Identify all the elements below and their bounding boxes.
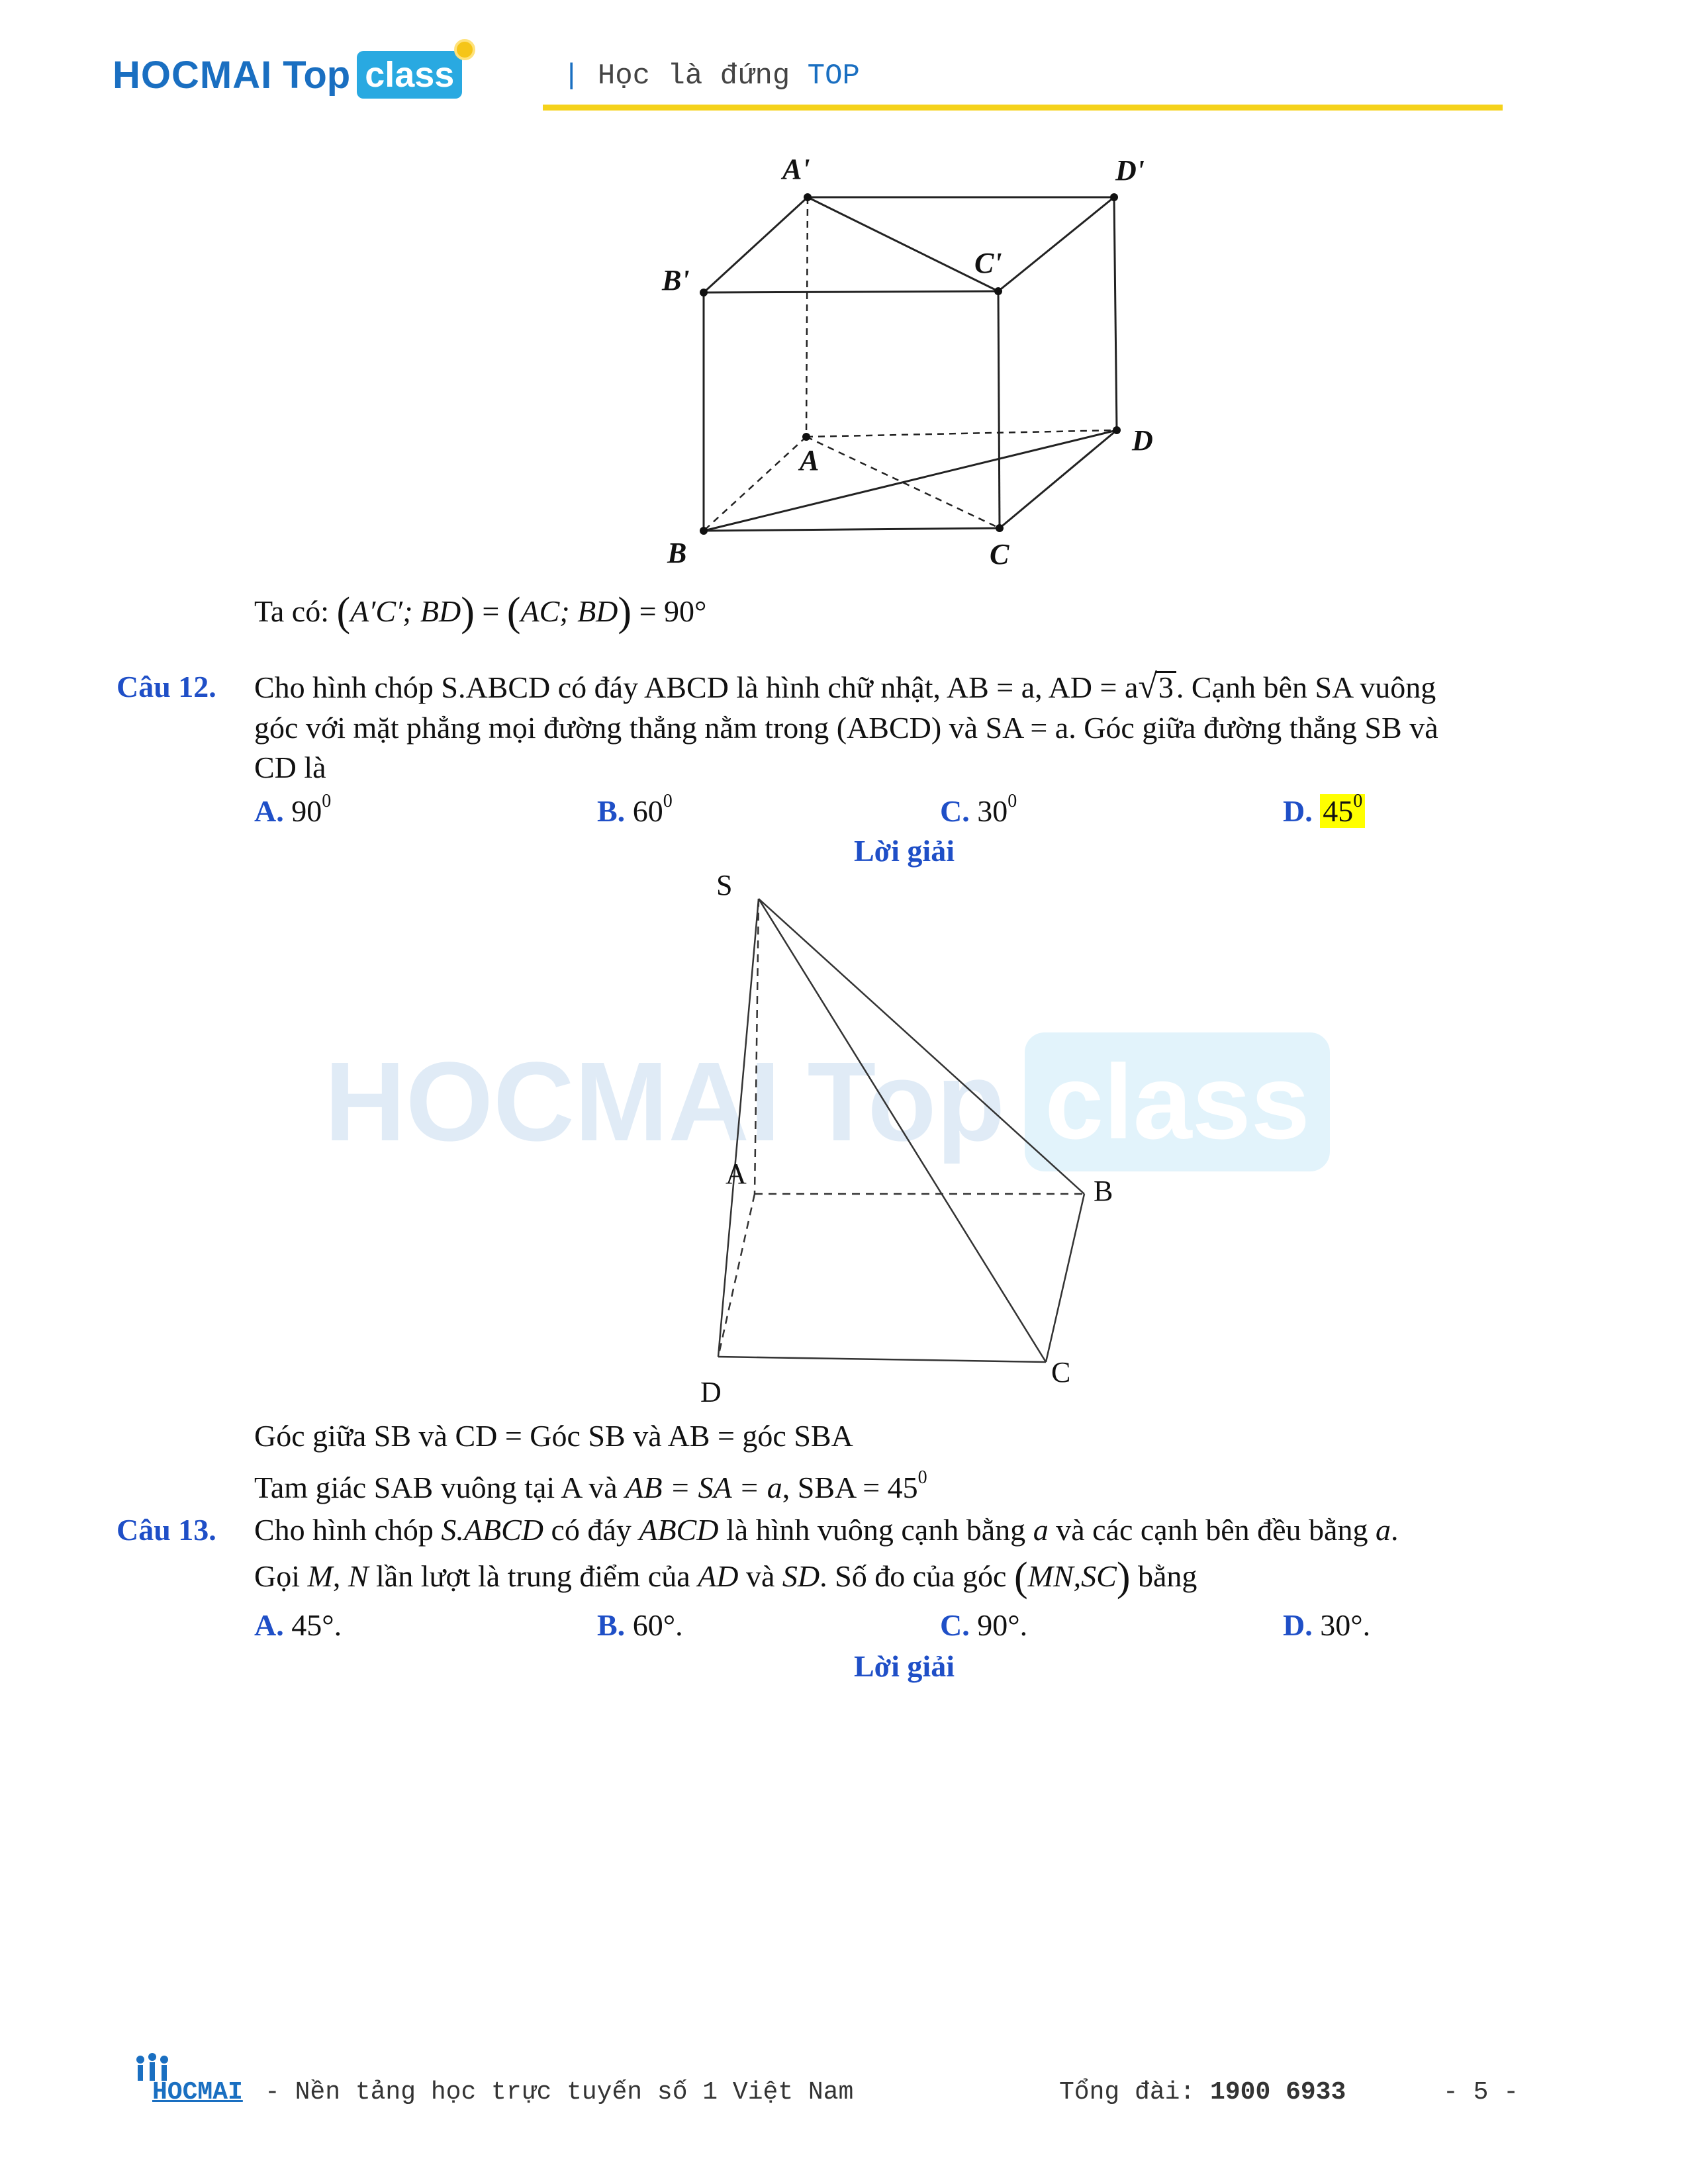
q13-l2-d: và: [745, 1559, 775, 1593]
q13-option-b: [597, 1606, 683, 1645]
q12-option-a-letter: A.: [254, 794, 284, 828]
edge-d-c2: [718, 1357, 1046, 1362]
q12-label: Câu 12.: [117, 670, 216, 704]
q11-result: = 90°: [639, 594, 707, 628]
label-c2: C: [1051, 1356, 1071, 1388]
edge-a1-b1: [704, 197, 808, 293]
q13-l1-c: là hình vuông cạnh bằng: [726, 1513, 1026, 1547]
q12-option-c: [940, 792, 1017, 831]
edge-a-d-hidden: [806, 430, 1117, 437]
point-d1: [1110, 193, 1118, 201]
q13-solution-title: Lời giải: [854, 1649, 955, 1683]
q13-option-b-value: 60°.: [632, 1608, 683, 1642]
q13-l1-a: Cho hình chóp: [254, 1513, 434, 1547]
label-d1: D': [1115, 154, 1145, 187]
q12-option-b-value: 60: [632, 794, 663, 828]
q13-l2-m5: MN,SC: [1027, 1559, 1117, 1593]
q12-solution-line1: Góc giữa SB và CD = Góc SB và AB = góc SBA: [254, 1419, 853, 1453]
q12-solution-title: Lời giải: [854, 834, 955, 868]
edge-s-b: [759, 899, 1084, 1194]
edge-b-c2: [1046, 1194, 1084, 1362]
q13-option-a-letter: A.: [254, 1608, 284, 1642]
q12-option-d-highlight: [1320, 791, 1365, 828]
hocmai-topclass-logo: [113, 45, 462, 105]
label-a: A: [800, 444, 820, 477]
q13-l2-m2: N: [348, 1559, 369, 1593]
point-b1: [700, 289, 708, 296]
q13-l1-m3: a: [1033, 1513, 1049, 1547]
point-a: [802, 433, 810, 441]
q13-l2-f: bằng: [1137, 1559, 1197, 1593]
q13-option-d: [1283, 1606, 1370, 1645]
footer-text: - Nền tảng học trực tuyến số 1 Việt Nam: [265, 2078, 854, 2107]
tagline-separator: |: [563, 60, 581, 93]
watermark-class: class: [1025, 1032, 1329, 1171]
header-divider: [543, 105, 1503, 111]
label-a2: A: [726, 1158, 747, 1190]
q13-option-c-letter: C.: [940, 1608, 970, 1642]
q13-option-d-letter: D.: [1283, 1608, 1313, 1642]
watermark-top: Top: [807, 1039, 1006, 1165]
q13-line2: Gọi M, N lần lượt là trung điểm của AD và SD. Số đo của góc (MN,SC) bằng: [254, 1555, 1197, 1600]
q12-option-a: [254, 792, 331, 831]
q12-line2: góc với mặt phẳng mọi đường thẳng nằm trong (ABCD) và SA = a. Góc giữa đường thẳng SB và: [254, 711, 1438, 745]
footer-hotline: [1059, 2078, 1346, 2107]
edge-a-d-hidden: [718, 1194, 755, 1357]
q12-option-d: [1283, 792, 1365, 831]
q12-line1-text-b: . Cạnh bên SA vuông: [1176, 670, 1436, 704]
figure-pyramid: [688, 867, 1165, 1423]
q12-sol2-text-b: , SBA = 45: [782, 1471, 918, 1504]
logo-top-text: Top: [283, 53, 351, 97]
q13-l1-d: và các cạnh bên đều bằng: [1056, 1513, 1368, 1547]
q13-l1-m4: a: [1375, 1513, 1391, 1547]
q12-option-a-value: 90: [291, 794, 322, 828]
q12-line3: CD là: [254, 751, 326, 784]
tagline-text: Học là đứng: [597, 60, 790, 93]
label-a1: A': [782, 153, 810, 185]
q13-l1-m2: ABCD: [639, 1513, 719, 1547]
point-d: [1113, 426, 1121, 434]
watermark-hocmai: HOCMAI: [324, 1039, 781, 1165]
q12-line1-text-a: Cho hình chóp S.ABCD có đáy ABCD là hình chữ nhật, AB = a, AD = a: [254, 670, 1139, 704]
q13-l1-b: có đáy: [551, 1513, 632, 1547]
footer-logo-text: HOCMAI: [152, 2078, 243, 2107]
edge-s-d: [718, 899, 759, 1357]
edge-b-d: [704, 430, 1117, 531]
edge-b1-c1: [704, 291, 998, 293]
q13-line1: [254, 1510, 1398, 1550]
label-d: D: [1132, 424, 1153, 457]
logo-class-badge: [357, 51, 462, 99]
point-c: [996, 524, 1004, 532]
edge-c1-c: [998, 291, 1000, 528]
q12-line1: Cho hình chóp S.ABCD có đáy ABCD là hình chữ nhật, AB = a, AD = a√3. Cạnh bên SA vuông: [254, 668, 1436, 705]
q12-option-c-value: 30: [977, 794, 1008, 828]
q12-option-a-sup: 0: [322, 791, 332, 811]
page-number: - 5 -: [1443, 2078, 1519, 2107]
edge-s-c: [759, 899, 1046, 1362]
q13-l2-b: ,: [332, 1559, 341, 1593]
point-a1: [804, 193, 812, 201]
header-tagline: [563, 60, 860, 93]
q11-conclusion: Ta có: (A′C′; BD) = (AC; BD) = 90°: [254, 590, 707, 635]
q13-l2-c: lần lượt là trung điểm của: [376, 1559, 690, 1593]
q12-option-d-letter: D.: [1283, 794, 1313, 828]
point-b: [700, 527, 708, 535]
point-c1: [994, 287, 1002, 295]
q12-option-c-sup: 0: [1008, 791, 1017, 811]
q13-option-c: [940, 1606, 1027, 1645]
edge-a1-c1: [808, 197, 998, 291]
q12-option-b: [597, 792, 673, 831]
q13-label: Câu 13.: [117, 1513, 216, 1547]
tagline-top: TOP: [807, 60, 860, 93]
q13-l2-m3: AD: [698, 1559, 739, 1593]
q11-expr1: A′C′; BD: [350, 594, 461, 628]
q13-l2-a: Gọi: [254, 1559, 300, 1593]
logo-hocmai-text: HOCMAI: [113, 53, 273, 97]
q11-expr2: AC; BD: [520, 594, 618, 628]
q12-sol2-sup: 0: [917, 1467, 927, 1488]
q12-sol2-text-a: Tam giác SAB vuông tại A và: [254, 1471, 618, 1504]
q12-option-c-letter: C.: [940, 794, 970, 828]
q11-prefix: Ta có:: [254, 594, 330, 628]
footer-hotline-number: 1900 6933: [1210, 2078, 1346, 2107]
q13-option-b-letter: B.: [597, 1608, 626, 1642]
label-c1: C': [974, 247, 1002, 279]
q13-option-d-value: 30°.: [1320, 1608, 1371, 1642]
label-c: C: [990, 538, 1009, 570]
edge-d1-d: [1114, 197, 1117, 430]
q13-l2-m1: M: [307, 1559, 333, 1593]
logo-class-text: class: [365, 55, 455, 95]
label-b1: B': [662, 264, 690, 296]
q13-l2-m4: SD: [782, 1559, 820, 1593]
q12-sol2-math: AB = SA = a: [625, 1471, 782, 1504]
edge-b-c: [704, 528, 1000, 531]
footer-hotline-label: Tổng đài:: [1059, 2078, 1196, 2107]
label-d2: D: [700, 1376, 722, 1408]
q13-option-c-value: 90°.: [977, 1608, 1028, 1642]
edge-d1-c1: [998, 197, 1114, 291]
edge-a1-a-hidden: [806, 197, 808, 437]
q13-l2-e: . Số đo của góc: [820, 1559, 1007, 1593]
label-s: S: [716, 869, 733, 901]
figure-prism: [635, 146, 1178, 582]
q13-option-a-value: 45°.: [291, 1608, 342, 1642]
logo-star-icon: [454, 39, 475, 60]
q12-option-d-sup: 0: [1353, 791, 1363, 811]
q12-solution-line2: [254, 1468, 927, 1508]
label-b: B: [667, 537, 687, 569]
q12-sqrt: 3: [1156, 671, 1176, 702]
q12-option-b-letter: B.: [597, 794, 626, 828]
q13-l1-e: .: [1390, 1513, 1399, 1547]
q12-option-b-sup: 0: [663, 791, 673, 811]
q13-l1-m1: S.ABCD: [441, 1513, 543, 1547]
q12-option-d-value: 45: [1323, 794, 1354, 828]
q13-option-a: [254, 1606, 342, 1645]
label-b2: B: [1094, 1175, 1113, 1207]
edge-a-b-hidden: [704, 437, 806, 531]
